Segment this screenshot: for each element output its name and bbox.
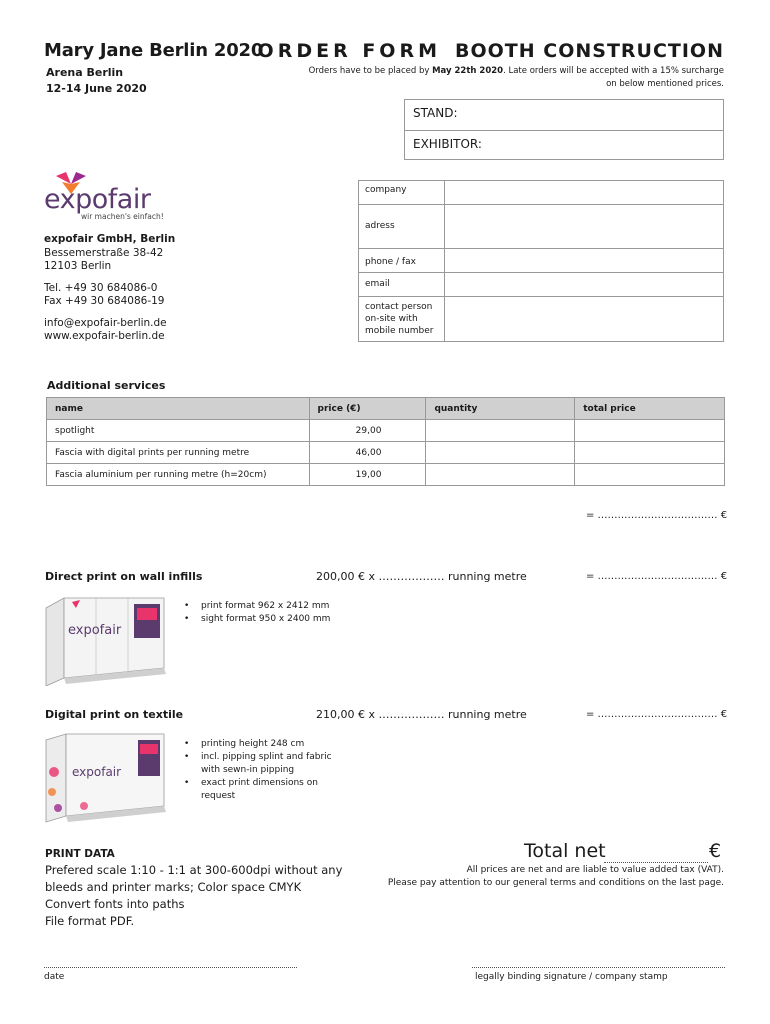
header-name: name	[47, 398, 310, 420]
stand-exhibitor-box	[404, 99, 724, 160]
list-item: • exact print dimensions on request	[184, 777, 344, 803]
company-email: info@expofair-berlin.de	[44, 316, 167, 329]
info-label-email: email	[359, 273, 445, 297]
svg-text:expofair: expofair	[72, 765, 122, 779]
table-row	[47, 442, 725, 464]
service-total[interactable]	[575, 420, 725, 442]
header-total: total price	[575, 398, 725, 420]
form-title	[258, 40, 724, 62]
wall-print-sum-line[interactable]: = ……………………………… €	[586, 571, 728, 582]
info-label-address: adress	[359, 205, 445, 249]
exhibitor-field[interactable]	[405, 130, 723, 160]
exhibitor-info-table	[358, 180, 724, 342]
order-note-prefix: Orders have to be placed by	[308, 66, 433, 76]
service-price: 29,00	[309, 420, 426, 442]
header-quantity: quantity	[426, 398, 575, 420]
wall-booth-image	[44, 594, 166, 686]
service-quantity[interactable]	[426, 442, 575, 464]
info-value-email[interactable]	[444, 273, 723, 297]
service-quantity[interactable]	[426, 420, 575, 442]
wall-print-title: Direct print on wall infills	[45, 570, 203, 583]
print-data-line: Prefered scale 1:10 - 1:1 at 300-600dpi without any bleeds and printer marks; Color space CMYK	[45, 863, 343, 894]
services-heading: Additional services	[47, 379, 166, 392]
company-name: expofair GmbH, Berlin	[44, 233, 176, 245]
service-name: Fascia aluminium per running metre (h=20cm)	[47, 464, 310, 486]
info-label-company: company	[359, 181, 445, 205]
vat-note-line: All prices are net and are liable to value added tax (VAT).	[466, 865, 724, 875]
event-title: Mary Jane Berlin 2020	[44, 40, 264, 61]
services-table	[46, 397, 725, 486]
form-title-part1: ORDER FORM	[257, 40, 441, 62]
wall-print-price-line[interactable]: 200,00 € x ……………… running metre	[316, 570, 527, 583]
expofair-logo	[44, 170, 184, 225]
info-value-contact[interactable]	[444, 297, 723, 342]
print-data-line: File format PDF.	[45, 914, 135, 928]
total-net-currency: €	[709, 840, 722, 862]
textile-print-bullets	[184, 738, 344, 803]
svg-text:expofair: expofair	[68, 623, 122, 638]
info-label-contact: contact person on-site with mobile number	[359, 297, 445, 342]
stand-label: STAND:	[413, 106, 458, 120]
service-quantity[interactable]	[426, 464, 575, 486]
list-item: • sight format 950 x 2400 mm	[184, 613, 364, 626]
company-city: 12103 Berlin	[44, 260, 112, 272]
vat-note	[304, 864, 724, 890]
logo-tagline: wir machen's einfach!	[81, 212, 164, 221]
service-total[interactable]	[575, 464, 725, 486]
date-line[interactable]	[44, 967, 297, 968]
date-label: date	[44, 972, 65, 982]
info-value-phone[interactable]	[444, 249, 723, 273]
textile-print-price-line[interactable]: 210,00 € x ……………… running metre	[316, 708, 527, 721]
total-net-field[interactable]	[604, 862, 708, 863]
service-name: Fascia with digital prints per running metre	[47, 442, 310, 464]
info-label-phone: phone / fax	[359, 249, 445, 273]
list-item: • incl. pipping splint and fabric with sewn-in pipping	[184, 751, 344, 777]
event-dates: 12-14 June 2020	[46, 82, 147, 95]
company-fax: Fax +49 30 684086-19	[44, 295, 165, 307]
form-title-part2: BOOTH CONSTRUCTION	[455, 40, 724, 62]
company-street: Bessemerstraße 38-42	[44, 246, 164, 259]
terms-note-line: Please pay attention to our general terms and conditions on the last page.	[387, 878, 724, 888]
service-price: 19,00	[309, 464, 426, 486]
service-price: 46,00	[309, 442, 426, 464]
services-sum-line[interactable]: = ……………………………… €	[586, 510, 728, 521]
service-total[interactable]	[575, 442, 725, 464]
print-data-line: Convert fonts into paths	[45, 897, 185, 911]
signature-label: legally binding signature / company stamp	[475, 972, 668, 982]
exhibitor-label: EXHIBITOR:	[413, 137, 482, 151]
table-row	[47, 464, 725, 486]
services-header-row	[47, 398, 725, 420]
list-item: • print format 962 x 2412 mm	[184, 600, 364, 613]
textile-booth-image	[44, 732, 166, 824]
info-value-address[interactable]	[444, 205, 723, 249]
info-value-company[interactable]	[444, 181, 723, 205]
company-address	[44, 233, 175, 344]
textile-print-sum-line[interactable]: = ……………………………… €	[586, 709, 728, 720]
order-note-suffix: . Late orders will be accepted with a 15% surcharge on below mentioned prices.	[503, 66, 724, 89]
order-deadline-note	[304, 65, 724, 91]
company-tel: Tel. +49 30 684086-0	[44, 281, 158, 294]
stand-field[interactable]	[405, 100, 723, 130]
wall-print-bullets	[184, 600, 364, 626]
header-price: price (€)	[309, 398, 426, 420]
print-data-heading: PRINT DATA	[45, 848, 115, 860]
company-web: www.expofair-berlin.de	[44, 330, 165, 342]
list-item: • printing height 248 cm	[184, 738, 344, 751]
textile-print-title: Digital print on textile	[45, 708, 184, 721]
order-note-deadline: May 22th 2020	[432, 66, 504, 76]
logo-wordmark: expofair	[44, 184, 151, 215]
total-net-label: Total net	[524, 840, 606, 862]
event-venue: Arena Berlin	[46, 66, 124, 79]
table-row	[47, 420, 725, 442]
signature-line[interactable]	[472, 967, 725, 968]
service-name: spotlight	[47, 420, 310, 442]
